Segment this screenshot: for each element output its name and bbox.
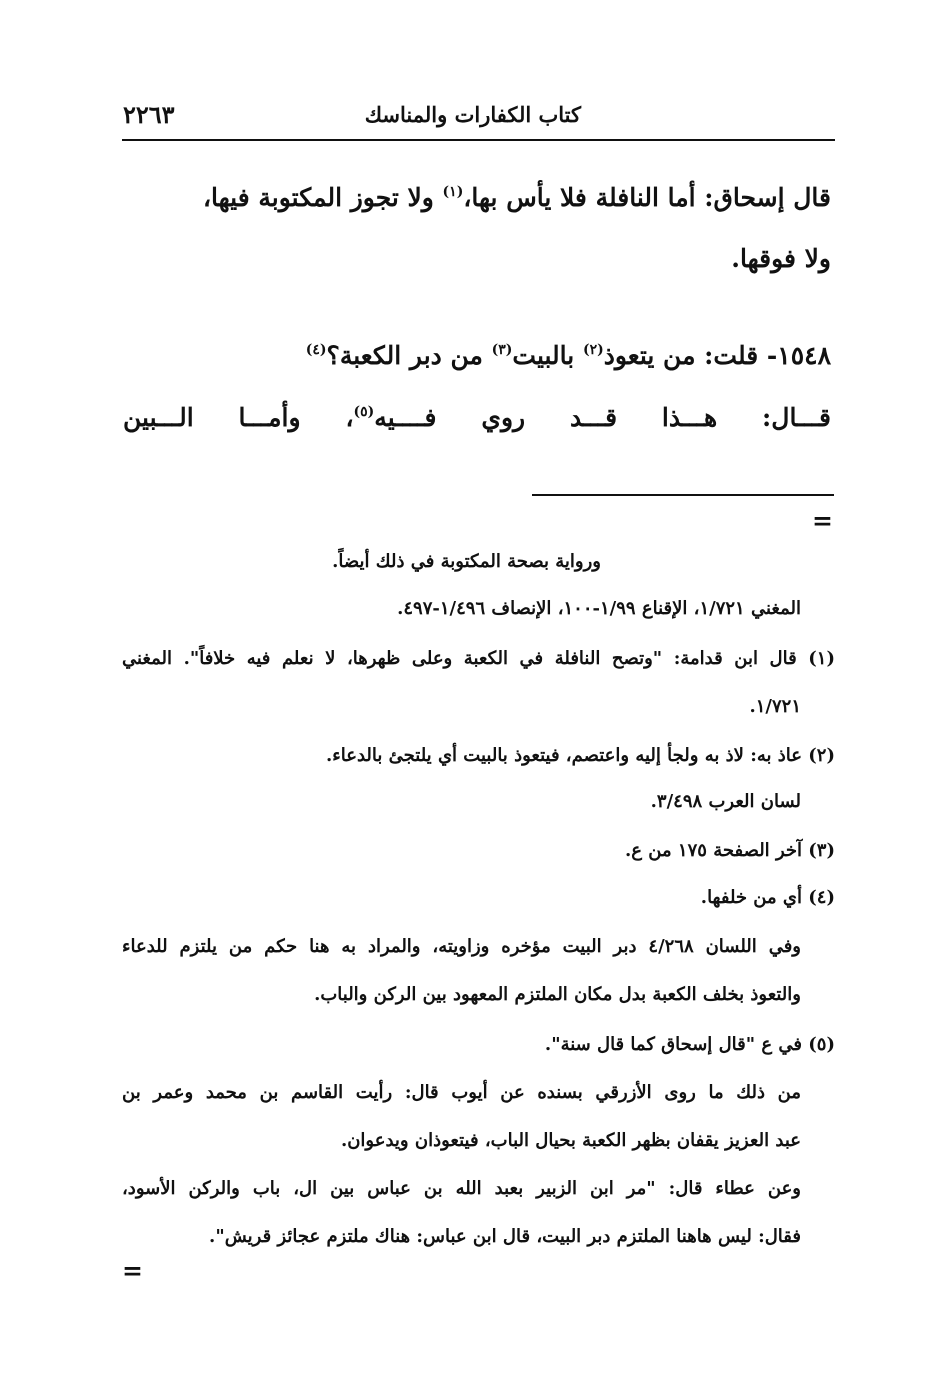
header-divider (122, 139, 835, 141)
answer-text: قـــال: هـــذا قـــد روي فــــيه (374, 403, 831, 432)
footnote-ref: (٢) (582, 342, 604, 358)
footnote-line: لسان العرب ٣/٤٩٨. (650, 791, 801, 812)
running-header-title: كتاب الكفارات والمناسك (364, 102, 581, 127)
question-text: بالبيت (512, 341, 583, 370)
footnote-ref: (٤) (305, 342, 327, 358)
footnote-line: المغني ١/٧٢١، الإقناع ١/٩٩-١٠٠، الإنصاف ١/٤٩٦-٤٩٧. (397, 598, 801, 619)
answer-text: ، وأمـــا الـــبين (123, 403, 354, 432)
paragraph-line: ولا فوقها. (731, 244, 831, 273)
answer-line (123, 403, 831, 432)
footnote-4: (٤) أي من خلفها. (700, 887, 835, 908)
footnote-line: والتعوذ بخلف الكعبة بدل مكان الملتزم المعهود بين الركن والباب. (314, 984, 801, 1005)
footnote-5: (٥) في ع "قال إسحاق كما قال سنة". (544, 1034, 835, 1055)
footnote-line: ورواية بصحة المكتوبة في ذلك أيضاً. (332, 551, 601, 572)
footnote-ref: (٣) (491, 342, 513, 358)
footnote-line: من ذلك ما روى الأزرقي بسنده عن أيوب قال: رأيت القاسم بن محمد وعمر بن (122, 1082, 801, 1103)
footnote-ref: (٥) (353, 404, 375, 420)
question-text: من دبر الكعبة؟ (326, 341, 492, 370)
footnote-divider (532, 494, 834, 496)
question-number: ١٥٤٨- (758, 341, 831, 370)
footnote-line: وعن عطاء قال: "مر ابن الزبير بعبد الله بن عباس بين ال، باب والركن الأسود، (122, 1178, 801, 1199)
footnote-line: وفي اللسان ٤/٢٦٨ دبر البيت مؤخره وزاويته، والمراد به هنا حكم من يلتزم للدعاء (122, 936, 801, 957)
footnote-line: ١/٧٢١. (749, 696, 801, 717)
continuation-mark: = (122, 1256, 143, 1285)
footnote-line: فقال: ليس هاهنا الملتزم دبر البيت، قال ابن عباس: هناك ملتزم عجائز قريش". (209, 1226, 801, 1247)
paragraph-line (203, 183, 831, 212)
paragraph-text: قال إسحاق: أما النافلة فلا يأس بها، (463, 183, 831, 212)
footnote-ref: (١) (442, 184, 464, 200)
paragraph-text: ولا تجوز المكتوبة فيها، (202, 183, 443, 212)
footnote-line: عبد العزيز يقفان بظهر الكعبة بحيال الباب، فيتعوذان ويدعوان. (340, 1130, 801, 1151)
question-text: قلت: من يتعوذ (603, 341, 759, 370)
question-line (306, 341, 831, 370)
footnote-1: (١) قال ابن قدامة: "وتصح النافلة في الكعبة وعلى ظهرها، لا نعلم فيه خلافاً". المغني (122, 648, 835, 669)
footnote-2: (٢) عاذ به: لاذ به ولجأ إليه واعتصم، فيتعوذ بالبيت أي يلتجئ بالدعاء. (326, 745, 835, 766)
page-number: ٢٢٦٣ (123, 100, 175, 129)
footnote-3: (٣) آخر الصفحة ١٧٥ من ع. (625, 840, 835, 861)
continuation-mark: = (812, 506, 833, 535)
